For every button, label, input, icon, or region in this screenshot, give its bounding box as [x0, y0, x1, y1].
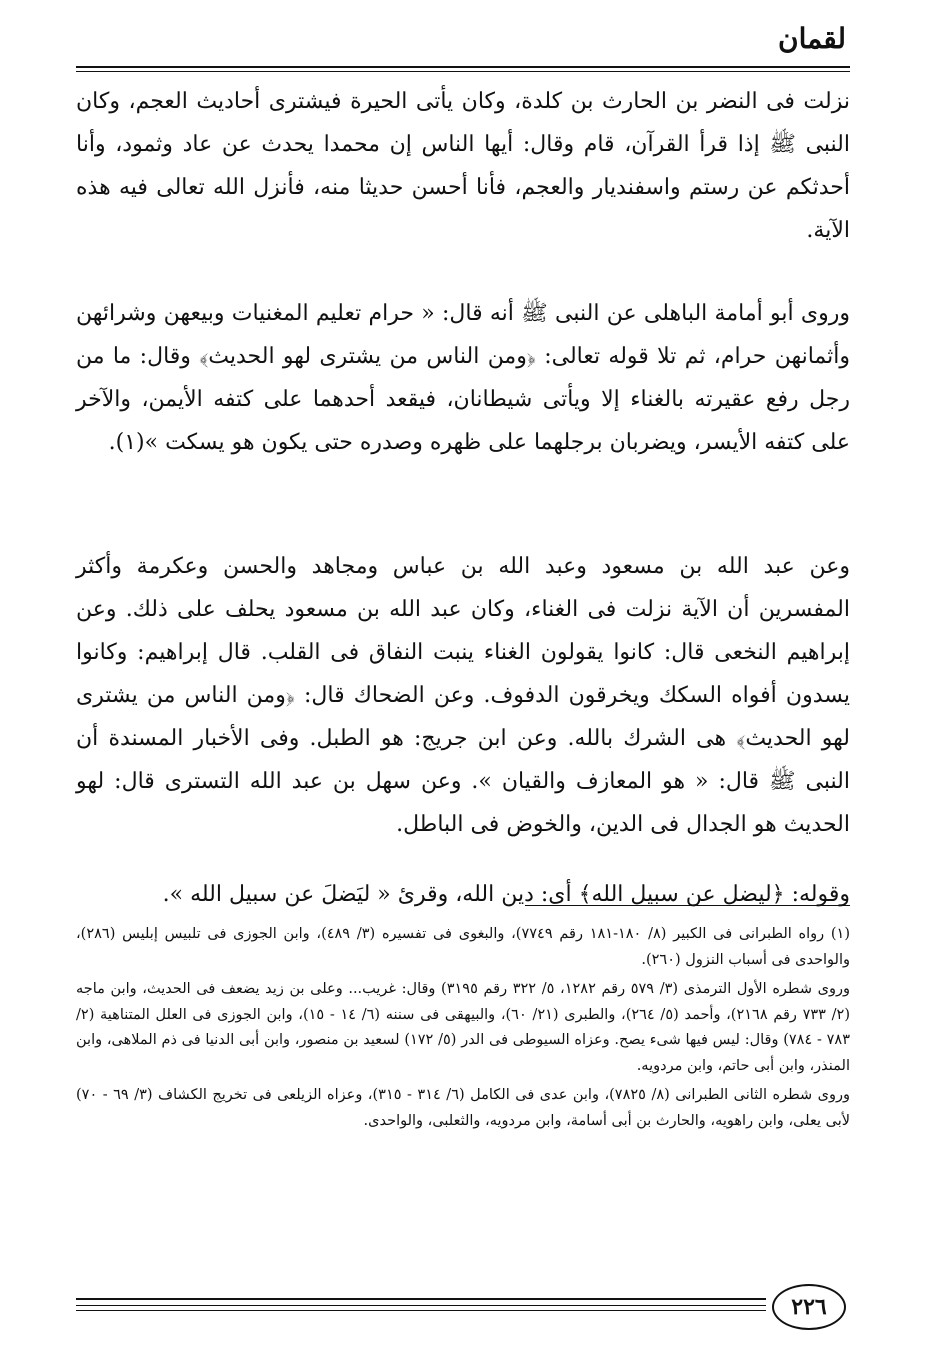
paragraph-text: وعن عبد الله بن مسعود وعبد الله بن عباس ومجاهد والحسن وعكرمة وأكثر المفسرين أن الآية نزلت فى الغناء، وكان عبد الله بن مسعود يحلف على ذلك. وعن إبراهيم النخعى قال: كانوا يقولون الغناء ينبت النفاق فى القلب. قال إبراهيم: وكانوا يسدون أفواه السكك ويخرقون الدفوف. وعن الضحاك قال: ﴿ومن الناس من يشترى لهو الحديث﴾ هى الشرك بالله. وعن ابن جريج: هو الطبل. وفى الأخبار المسندة أن النبى ﷺ قال: « هو المعازف والقيان ». وعن سهل بن عبد الله التسترى قال: لهو الحديث هو الجدال فى الدين، والخوض فى الباطل. [76, 554, 850, 837]
footnote-item: (١) رواه الطبرانى فى الكبير (٨/ ١٨٠-١٨١ رقم ٧٧٤٩)، والبغوى فى تفسيره (٣/ ٤٨٩)، وابن الجوزى فى تلبيس إبليس (٢٨٦)، والواحدى فى أسباب النزول (٢٦٠). [76, 926, 851, 968]
footnote-separator [525, 905, 850, 906]
footnotes [76, 922, 850, 1134]
paragraph-text: وروى أبو أمامة الباهلى عن النبى ﷺ أنه قال: « حرام تعليم المغنيات وبيعهن وشرائهن وأثمانهن حرام، ثم تلا قوله تعالى: ﴿ومن الناس من يشترى لهو الحديث﴾ وقال: ما من رجل رفع عقيرته بالغناء إلا ويأتى شيطانان، فيقعد أحدهما على كتفه الأيمن، والآخر على كتفه الأيسر، ويضربان برجلهما على ظهره وصدره حتى يكون هو يسكت »(١). [76, 301, 850, 455]
paragraph-text: نزلت فى النضر بن الحارث بن كلدة، وكان يأتى الحيرة فيشترى أحاديث العجم، وكان النبى ﷺ إذا قرأ القرآن، قام وقال: أيها الناس إن محمدا يحدث عن عاد وثمود، وأنا أحدثكم عن رستم واسفنديار والعجم، فأنا أحسن حديثا منه، فأنزل الله تعالى فيه هذه الآية. [76, 89, 850, 243]
body-paragraph-2 [76, 292, 850, 464]
body-paragraph-1 [76, 80, 850, 252]
footer-rule-thin [76, 1305, 766, 1306]
header-rule-thick [76, 66, 850, 68]
body-last-line [76, 873, 850, 916]
footer-rule-thick [76, 1298, 766, 1300]
footnote-item: وروى شطره الأول الترمذى (٣/ ٥٧٩ رقم ١٢٨٢، ٥/ ٣٢٢ رقم ٣١٩٥) وقال: غريب... وعلى بن زيد يضعف فى الحديث، وابن ماجه (٢/ ٧٣٣ رقم ٢١٦٨)، وأحمد (٥/ ٢٦٤)، والطبرى (٢١/ ٦٠)، والبيهقى فى سننه (٦/ ١٤ - ١٥)، وابن الجوزى فى العلل المتناهية (٢/ ٧٨٣ - ٧٨٤) وقال: ليس فيها شىء يصح. وعزاه السيوطى فى الدر (٥/ ١٧٢) لسعيد بن منصور، وابن أبى الدنيا فى ذم الملاهى، وابن المنذر، وابن أبى حاتم، وابن مردويه. [76, 981, 851, 1074]
header-rule-thin [76, 71, 850, 72]
paragraph-text: وقوله: ﴿ليضل عن سبيل الله﴾ أى: دين الله، وقرئ « ليَضلَ عن سبيل الله ». [162, 882, 850, 907]
page-number: ٢٢٦ [772, 1284, 846, 1330]
footnote-item: وروى شطره الثانى الطبرانى (٨/ ٧٨٢٥)، وابن عدى فى الكامل (٦/ ٣١٤ - ٣١٥)، وعزاه الزيلعى فى تخريج الكشاف (٣/ ٦٩ - ٧٠) لأبى يعلى، وابن راهويه، والحارث بن أبى أسامة، وابن مردويه، والثعلبى، والواحدى. [76, 1087, 850, 1129]
body-paragraph-3 [76, 545, 850, 846]
page-header-title: لقمان [778, 22, 846, 55]
footer-rule-thin-2 [76, 1310, 766, 1311]
